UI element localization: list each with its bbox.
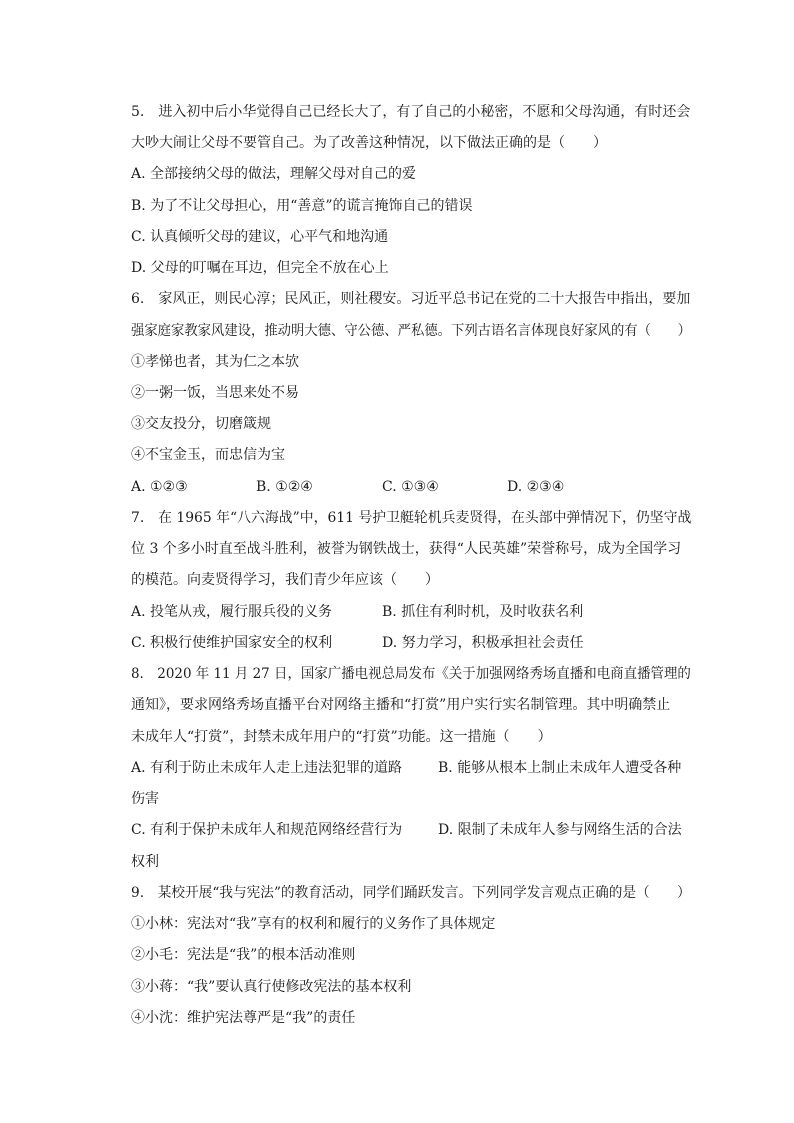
question-7-choices-row-1 [131,601,691,623]
question-8-choice-b: B. 能够从根本上制止未成年人遭受各种 [438,760,682,776]
question-8-choices-row-2 [131,788,691,810]
question-9-statement-1: ①小林：宪法对“我”享有的权利和履行的义务作了具体规定 [131,916,496,932]
question-5-stem-line-2: 大吵大闹让父母不要管自己。为了改善这种情况，以下做法正确的是（ ） [131,135,607,151]
question-5-option-b: B. 为了不让父母担心，用“善意”的谎言掩饰自己的错误 [131,198,473,214]
question-6-choice-b: B. ①②④ [256,479,313,495]
question-9-stem-line-1: 9. 某校开展“我与宪法”的教育活动，同学们踊跃发言。下列同学发言观点正确的是（ ） [131,885,691,901]
question-7-stem-line-1: 7. 在 1965 年“八六海战”中，611 号护卫艇轮机兵麦贤得，在头部中弹情况下，仍坚守战 [131,510,692,526]
question-6-choice-c: C. ①③④ [382,479,439,495]
question-7-choice-a: A. 投笔从戎，履行服兵役的义务 [131,604,333,620]
question-7-choices-row-2 [131,632,691,654]
question-6-statement-3: ③交友投分，切磨箴规 [131,416,271,432]
question-8-choices-row-1 [131,757,691,779]
question-8-choices-row-4 [131,851,691,873]
question-9-statement-2: ②小毛：宪法是“我”的根本活动准则 [131,947,356,963]
question-6-statement-4: ④不宝金玉，而忠信为宝 [131,447,285,463]
question-9-statement-4: ④小沈：维护宪法尊严是“我”的责任 [131,1010,356,1026]
question-6-statement-2: ②一粥一饭，当思来处不易 [131,385,299,401]
question-8-stem-line-2: 通知》，要求网络秀场直播平台对网络主播和“打赏”用户实行实名制管理。其中明确禁止 [131,697,671,713]
question-8-choice-d-continued: 权利 [131,854,159,870]
question-5-stem-line-1: 5. 进入初中后小华觉得自己已经长大了，有了自己的小秘密，不愿和父母沟通，有时还会 [131,104,691,120]
question-7-choice-b: B. 抓住有利时机，及时收获名利 [382,604,584,620]
question-8-choice-b-continued: 伤害 [131,791,159,807]
question-8-choice-d: D. 限制了未成年人参与网络生活的合法 [438,822,682,838]
question-5-option-a: A. 全部接纳父母的做法，理解父母对自己的爱 [131,166,417,182]
question-6-stem-line-2: 强家庭家教家风建设，推动明大德、守公德、严私德。下列古语名言体现良好家风的有（ ） [131,323,691,339]
question-6-statement-1: ①孝悌也者，其为仁之本欤 [131,354,299,370]
question-7-choice-c: C. 积极行使维护国家安全的权利 [131,635,333,651]
question-8-choice-a: A. 有利于防止未成年人走上违法犯罪的道路 [131,760,403,776]
question-8-choice-c: C. 有利于保护未成年人和规范网络经营行为 [131,822,403,838]
question-6-choice-d: D. ②③④ [507,479,565,495]
question-7-stem-line-2: 位 3 个多小时直至战斗胜利，被誉为钢铁战士，获得“人民英雄”荣誉称号，成为全国学习 [131,541,682,557]
question-8-stem-line-3: 未成年人“打赏”，封禁未成年用户的“打赏”功能。这一措施（ ） [131,729,552,745]
question-9-statement-3: ③小蒋：“我”要认真行使修改宪法的基本权利 [131,979,412,995]
question-8-choices-row-3 [131,819,691,841]
question-6-choice-a: A. ①②③ [131,479,188,495]
question-8-stem-line-1: 8. 2020 年 11 月 27 日，国家广播电视总局发布《关于加强网络秀场直播和电商直播管理的 [131,666,691,682]
question-6-stem-line-1: 6. 家风正，则民心淳；民风正，则社稷安。习近平总书记在党的二十大报告中指出，要加 [131,291,691,307]
question-5-option-d: D. 父母的叮嘱在耳边，但完全不放在心上 [131,260,389,276]
question-7-choice-d: D. 努力学习，积极承担社会责任 [382,635,584,651]
question-6-choices-row [131,476,691,498]
question-7-stem-line-3: 的模范。向麦贤得学习，我们青少年应该（ ） [131,572,439,588]
question-5-option-c: C. 认真倾听父母的建议，心平气和地沟通 [131,229,389,245]
